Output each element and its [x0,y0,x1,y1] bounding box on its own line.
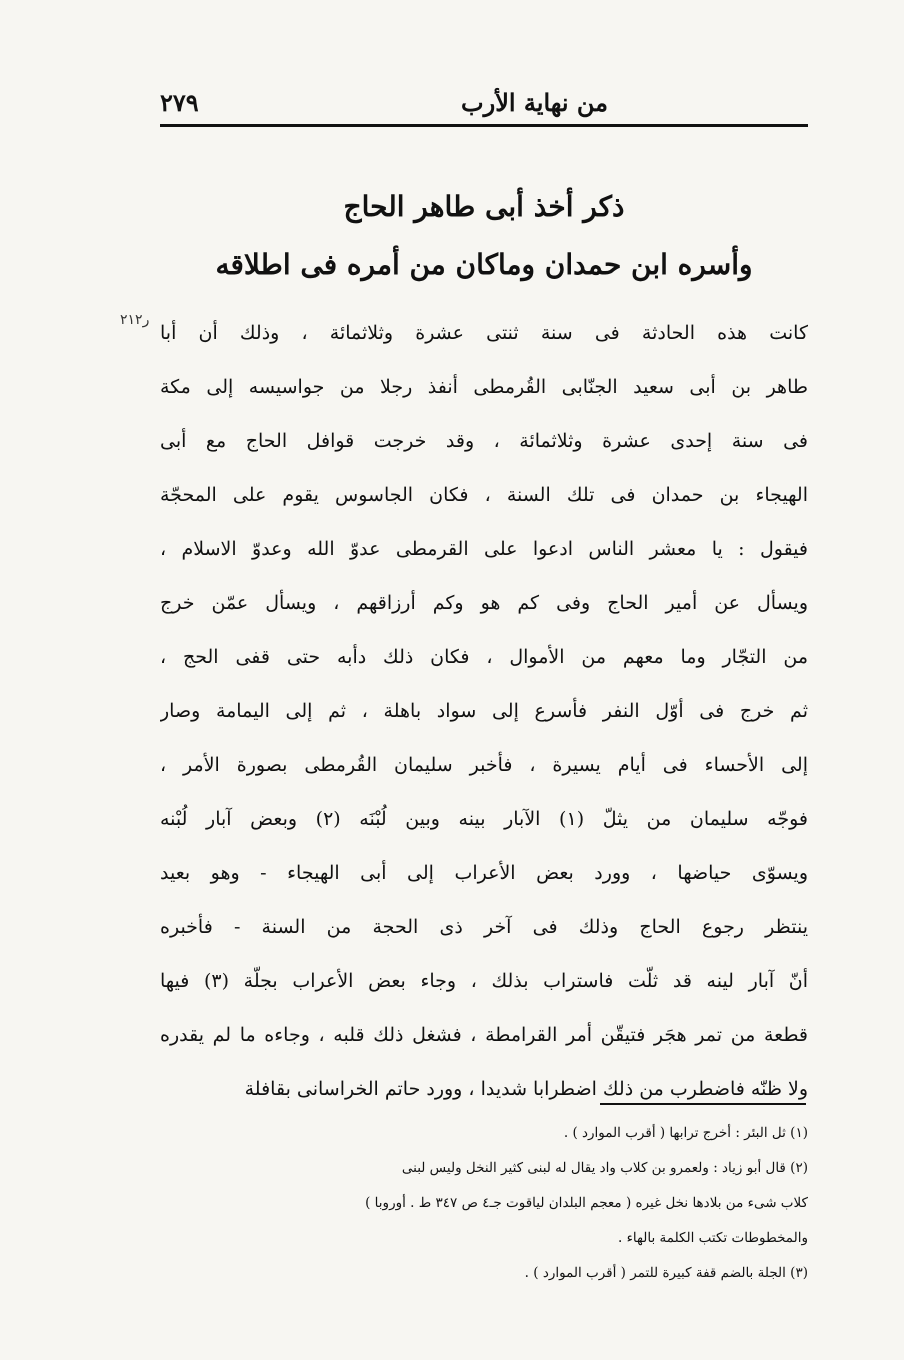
running-title: من نهاية الأرب [461,88,608,117]
footnote-line: (٢) قال أبو زياد : ولعمرو بن كلاب واد يقال له لبنى كثير النخل وليس لبنى [401,1160,808,1176]
body-line: قطعة من تمر هجَر فتيقّن أمر القرامطة ، فشغل ذلك قلبه ، وجاءه ما لم يقدره [160,1024,808,1046]
body-line: ينتظر رجوع الحاج وذلك فى آخر ذى الحجة من السنة - فأخبره [160,916,808,938]
body-line: ويسوّى حياضها ، وورد بعض الأعراب إلى أبى الهيجاء - وهو بعيد [160,862,808,884]
body-line: فوجّه سليمان من يثلّ (١) الآبار بينه وبين لُبْنَه (٢) وبعض آبار لُبْنه [160,808,808,830]
header-rule [160,124,808,127]
footnotes [140,1116,808,1291]
body-line: طاهر بن أبى سعيد الجنّابى القُرمطى أنفذ رجلا من جواسيسه إلى مكة [160,376,808,398]
margin-note: ر٢١٢ [120,312,150,328]
body-text [160,306,808,1116]
footnote-line: (١) ثل البئر : أخرج ترابها ( أقرب الموارد ) . [563,1125,808,1141]
body-line: إلى الأحساء فى أيام يسيرة ، فأخبر سليمان القُرمطى بصورة الأمر ، [160,754,808,776]
body-line: ثم خرج فى أوّل النفر فأسرع إلى سواد باهلة ، ثم إلى اليمامة وصار [160,700,808,722]
footnote-rule [600,1103,806,1105]
body-line: الهيجاء بن حمدان فى تلك السنة ، فكان الجاسوس يقوم على المحجّة [160,484,808,506]
body-line: فى سنة إحدى عشرة وثلاثمائة ، وقد خرجت قوافل الحاج مع أبى [160,430,808,452]
body-line: أنّ آبار لينه قد ثلّت فاستراب بذلك ، وجاء بعض الأعراب بجلّة (٣) فيها [160,970,808,992]
body-line: فيقول : يا معشر الناس ادعوا على القرمطى عدوّ الله وعدوّ الاسلام ، [160,538,808,560]
body-line: ولا ظنّه فاضطرب من ذلك اضطرابا شديدا ، وورد حاتم الخراسانى بقافلة [244,1078,808,1100]
footnote-line: (٣) الجلة بالضم قفة كبيرة للتمر ( أقرب الموارد ) . [524,1265,808,1281]
footnote-line: والمخطوطات تكتب الكلمة بالهاء . [617,1230,808,1246]
body-line: ويسأل عن أمير الحاج وفى كم هو وكم أرزاقهم ، ويسأل عمّن خرج [160,592,808,614]
page-number: ٢٧٩ [160,88,199,117]
section-title-line-1: ذكر أخذ أبى طاهر الحاج [343,190,625,223]
running-header [160,88,808,124]
footnote-line: كلاب شىء من بلادها نخل غيره ( معجم البلدان لياقوت جـ٤ ص ٣٤٧ ط . أوروبا ) [365,1195,808,1211]
section-title-line-2: وأسره ابن حمدان وماكان من أمره فى اطلاقه [215,248,753,281]
body-line: من التجّار وما معهم من الأموال ، فكان ذلك دأبه حتى قفى الحج ، [160,646,808,668]
body-line: كانت هذه الحادثة فى سنة ثنتى عشرة وثلاثمائة ، وذلك أن أبا [160,322,808,344]
